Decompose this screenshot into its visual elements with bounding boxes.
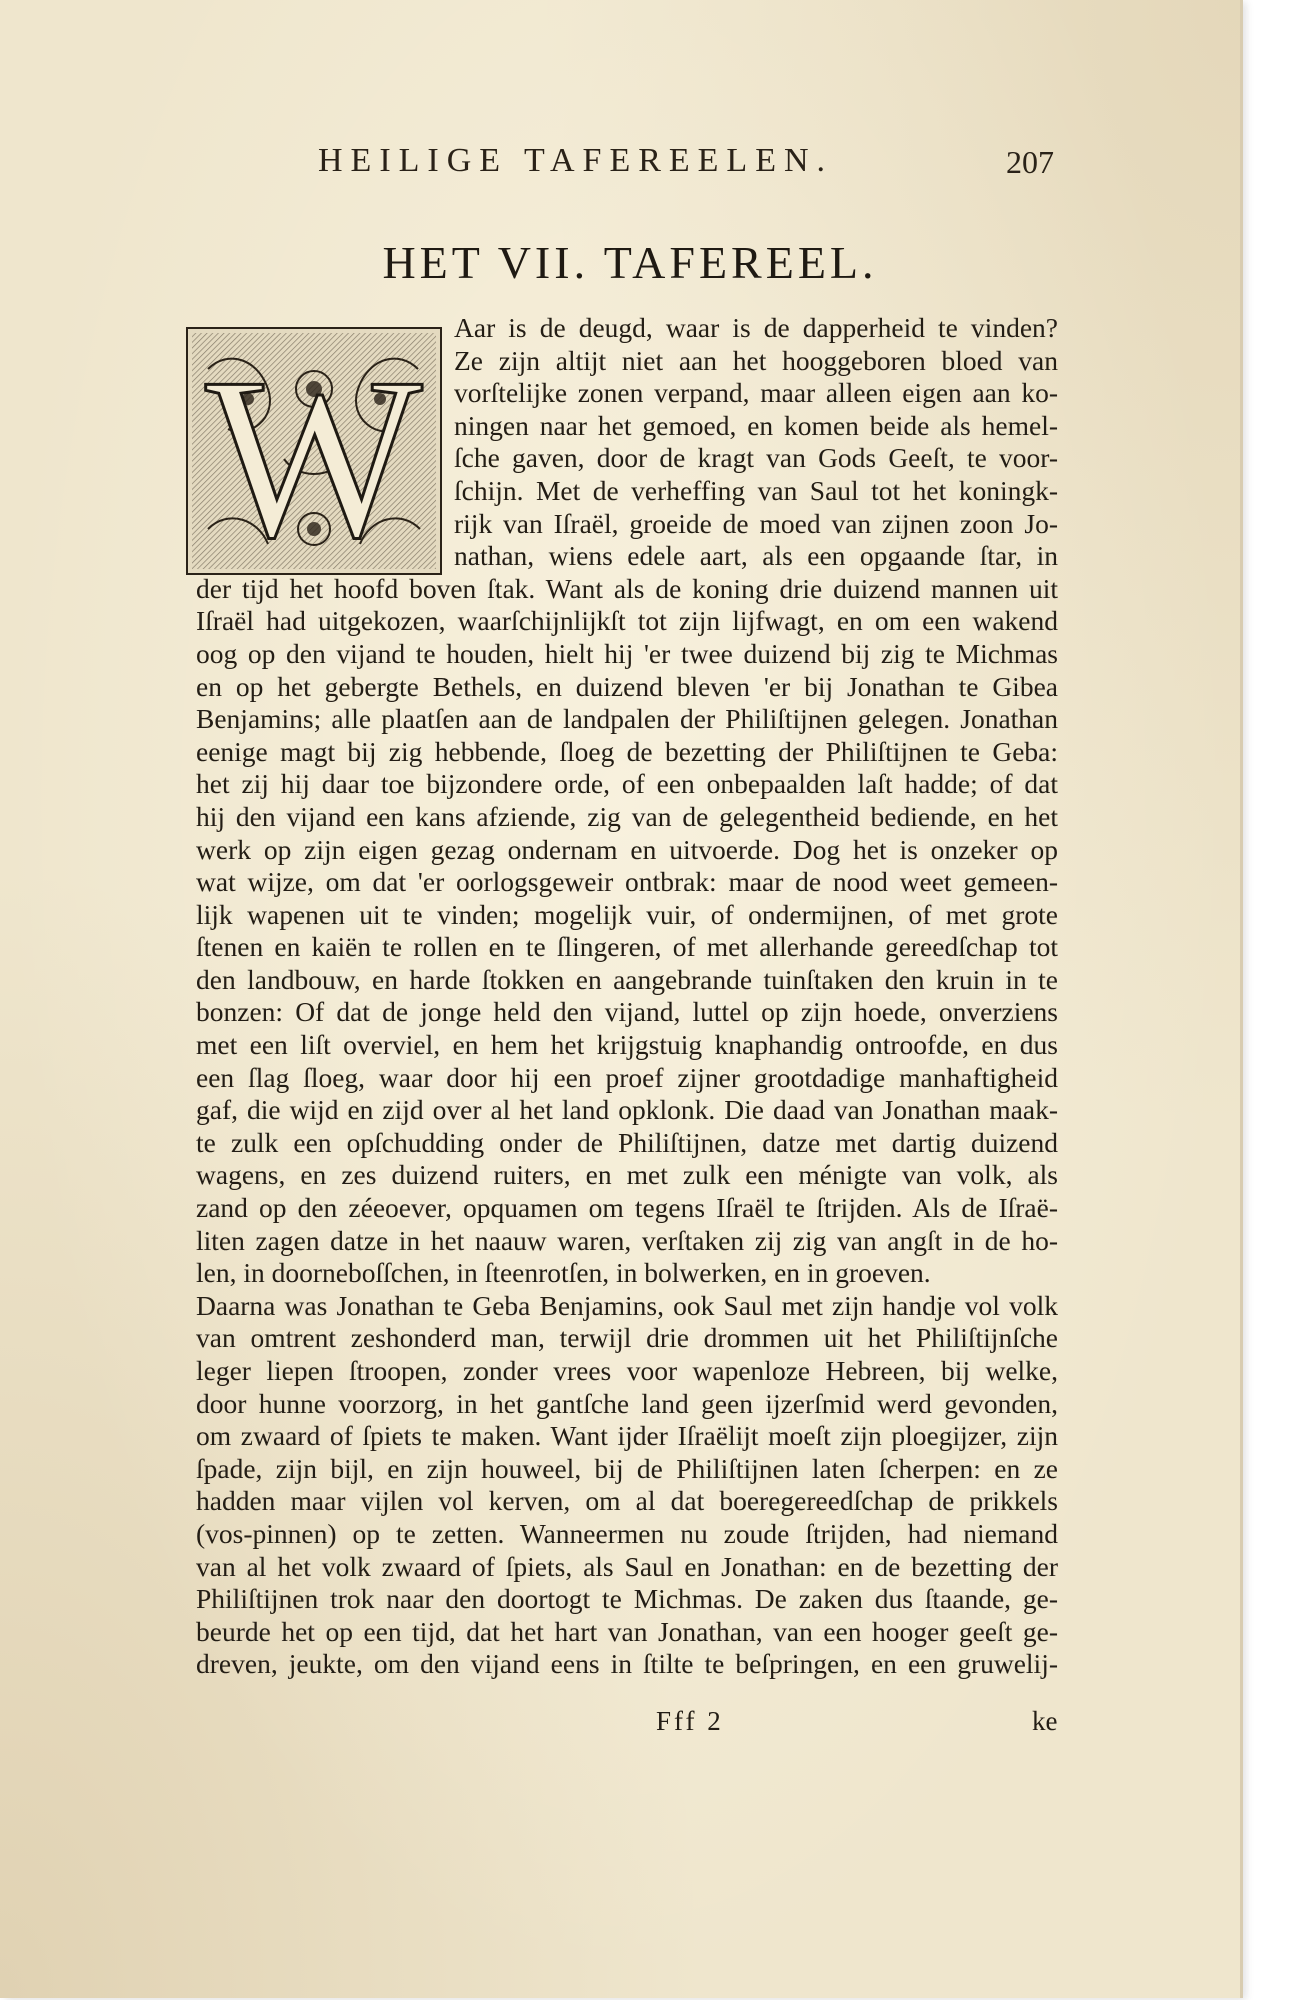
- page-number: 207: [1006, 144, 1054, 180]
- chapter-title: HET VII. TAFEREEL.: [382, 237, 878, 288]
- text-line: van al het volk zwaard of ſpiets, als Saul en Jonathan: en de bezetting der: [196, 1550, 1058, 1582]
- text-line: rijk van Iſraël, groeide de moed van zijnen zoon Jo-: [454, 507, 1058, 539]
- text-line: en op het gebergte Bethels, en duizend bleven 'er bij Jonathan te Gibea: [196, 670, 1058, 702]
- text-line: vorſtelijke zonen verpand, maar alleen eigen aan ko-: [454, 377, 1058, 409]
- catchword: ke: [1032, 1706, 1058, 1736]
- body-text: [196, 312, 1058, 1681]
- text-line: der tijd het hoofd boven ſtak. Want als de koning drie duizend mannen uit: [196, 572, 1058, 604]
- text-line: (vos-pinnen) op te zetten. Wanneermen nu zoude ſtrijden, had niemand: [196, 1517, 1058, 1549]
- text-line: eenige magt bij zig hebbende, ſloeg de bezetting der Philiſtijnen te Geba:: [196, 735, 1058, 767]
- text-line: ſche gaven, door de kragt van Gods Geeſt, te voor-: [454, 442, 1058, 474]
- text-line: bonzen: Of dat de jonge held den vijand, luttel op zijn hoede, onverziens: [196, 996, 1058, 1028]
- text-line: Benjamins; alle plaatſen aan de landpalen der Philiſtijnen gelegen. Jonathan: [196, 703, 1058, 735]
- text-line: van omtrent zeshonderd man, terwijl drie drommen uit het Philiſtijnſche: [196, 1322, 1058, 1354]
- text-line: dreven, jeukte, om den vijand eens in ſtilte te beſpringen, en een gruwelij-: [196, 1648, 1058, 1680]
- text-line: liten zagen datze in het naauw waren, verſtaken zij zig van angſt in de ho-: [196, 1224, 1058, 1256]
- text-line: te zulk een opſchudding onder de Philiſtijnen, datze met dartig duizend: [196, 1126, 1058, 1158]
- running-head: HEILIGE TAFEREELEN.: [318, 142, 834, 179]
- text-line: ſchijn. Met de verheffing van Saul tot het koningk-: [454, 474, 1058, 506]
- text-line: den landbouw, en harde ſtokken en aangebrande tuinſtaken den kruin in te: [196, 963, 1058, 995]
- text-line: Aar is de deugd, waar is de dapperheid te vinden?: [454, 312, 1058, 343]
- signature-mark: Fff 2: [656, 1706, 724, 1736]
- text-line: werk op zijn eigen gezag ondernam en uitvoerde. Dog het is onzeker op: [196, 833, 1058, 865]
- text-line: gaf, die wijd en zijd over al het land opklonk. Die daad van Jonathan maak-: [196, 1094, 1058, 1126]
- text-line: zand op den zéeoever, opquamen om tegens Iſraël te ſtrijden. Als de Iſraë-: [196, 1192, 1058, 1224]
- text-line: met een liſt overviel, en hem het krijgstuig knaphandig ontroofde, en dus: [196, 1029, 1058, 1061]
- text-line: Iſraël had uitgekozen, waarſchijnlijkſt tot zijn lijfwagt, en om een wakend: [196, 605, 1058, 637]
- text-line: ſpade, zijn bijl, en zijn houweel, bij de Philiſtijnen laten ſcherpen: en ze: [196, 1452, 1058, 1484]
- initial-letter: W: [205, 330, 423, 573]
- text-line: Daarna was Jonathan te Geba Benjamins, ook Saul met zijn handje vol volk: [196, 1289, 1058, 1321]
- text-line: Ze zijn altijt niet aan het hooggeboren bloed van: [454, 344, 1058, 376]
- text-line: ningen naar het gemoed, en komen beide als hemel-: [454, 409, 1058, 441]
- text-line: om zwaard of ſpiets te maken. Want ijder Iſraëlijt moeſt zijn ploegijzer, zijn: [196, 1420, 1058, 1452]
- text-line: wat wijze, om dat 'er oorlogsgeweir ontbrak: maar de nood weet gemeen-: [196, 866, 1058, 898]
- text-line: len, in doorneboſſchen, in ſteenrotſen, in bolwerken, en in groeven.: [196, 1257, 931, 1289]
- text-line: beurde het op een tijd, dat het hart van Jonathan, van een hooger geeſt ge-: [196, 1615, 1058, 1647]
- text-line: een ſlag ſloeg, waar door hij een proef zijner grootdadige manhaftigheid: [196, 1061, 1058, 1093]
- text-line: hij den vijand een kans afziende, zig van de gelegentheid bediende, en het: [196, 800, 1058, 832]
- text-line: nathan, wiens edele aart, als een opgaande ſtar, in: [454, 540, 1058, 572]
- text-line: lijk wapenen uit te vinden; mogelijk vuir, of ondermijnen, of met grote: [196, 898, 1058, 930]
- text-line: hadden maar vijlen vol kerven, om al dat boeregereedſchap de prikkels: [196, 1485, 1058, 1517]
- text-line: Philiſtijnen trok naar den doortogt te Michmas. De zaken dus ſtaande, ge-: [196, 1583, 1058, 1615]
- text-line: leger liepen ſtroopen, zonder vrees voor wapenloze Hebreen, bij welke,: [196, 1355, 1058, 1386]
- text-line: het zij hij daar toe bijzondere orde, of een onbepaalden laſt hadde; of dat: [196, 768, 1058, 800]
- text-line: wagens, en zes duizend ruiters, en met zulk een ménigte van volk, als: [196, 1159, 1058, 1191]
- text-line: door hunne voorzorg, in het gantſche land geen ijzerſmid werd gevonden,: [196, 1387, 1058, 1419]
- text-line: oog op den vijand te houden, hielt hij 'er twee duizend bij zig te Michmas: [196, 637, 1058, 669]
- text-line: ſtenen en kaiën te rollen en te ſlingeren, of met allerhande gereedſchap tot: [196, 931, 1058, 963]
